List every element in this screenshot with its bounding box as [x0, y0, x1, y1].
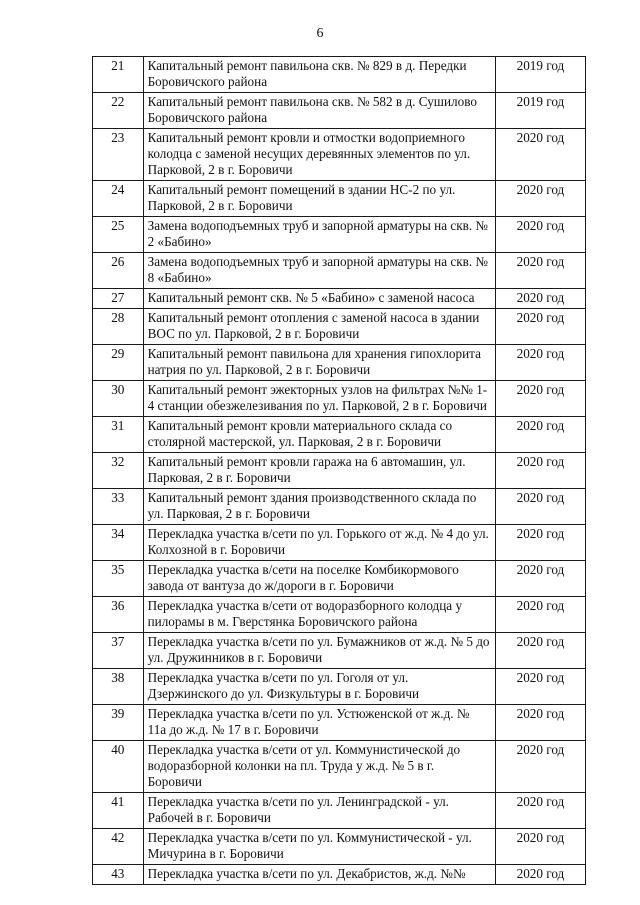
table-row	[93, 597, 586, 633]
row-number-cell: 21	[93, 57, 144, 93]
row-number-cell: 25	[93, 217, 144, 253]
work-year-cell: 2020 год	[495, 345, 585, 381]
row-number-cell: 32	[93, 453, 144, 489]
table-row	[93, 489, 586, 525]
row-number-cell: 23	[93, 129, 144, 181]
table-row	[93, 561, 586, 597]
work-year-cell: 2020 год	[495, 381, 585, 417]
work-description-cell: Капитальный ремонт павильона для хранения гипохлорита натрия по ул. Парковой, 2 в г. Боровичи	[143, 345, 495, 381]
work-year-cell: 2020 год	[495, 453, 585, 489]
table-row	[93, 129, 586, 181]
work-description-cell: Перекладка участка в/сети по ул. Гоголя от ул. Дзержинского до ул. Физкультуры в г. Боровичи	[143, 669, 495, 705]
work-year-cell: 2020 год	[495, 829, 585, 865]
table-row	[93, 93, 586, 129]
work-description-cell: Капитальный ремонт здания производственного склада по ул. Парковая, 2 в г. Боровичи	[143, 489, 495, 525]
work-description-cell: Замена водоподъемных труб и запорной арматуры на скв. № 2 «Бабино»	[143, 217, 495, 253]
work-year-cell: 2020 год	[495, 417, 585, 453]
row-number-cell: 27	[93, 289, 144, 309]
table-row	[93, 793, 586, 829]
table-row	[93, 453, 586, 489]
row-number-cell: 36	[93, 597, 144, 633]
work-description-cell: Перекладка участка в/сети от ул. Коммунистической до водоразборной колонки на пл. Труда у ж.д. № 5 в г. Боровичи	[143, 741, 495, 793]
table-row	[93, 57, 586, 93]
row-number-cell: 24	[93, 181, 144, 217]
table-row	[93, 253, 586, 289]
table-row	[93, 705, 586, 741]
table-row	[93, 829, 586, 865]
row-number-cell: 38	[93, 669, 144, 705]
table-row	[93, 345, 586, 381]
work-description-cell: Капитальный ремонт кровли материального склада со столярной мастерской, ул. Парковая, 2 в г. Боровичи	[143, 417, 495, 453]
table-row	[93, 289, 586, 309]
row-number-cell: 39	[93, 705, 144, 741]
work-year-cell: 2020 год	[495, 633, 585, 669]
work-description-cell: Перекладка участка в/сети по ул. Горького от ж.д. № 4 до ул. Колхозной в г. Боровичи	[143, 525, 495, 561]
work-description-cell: Перекладка участка в/сети по ул. Бумажников от ж.д. № 5 до ул. Дружинников в г. Боровичи	[143, 633, 495, 669]
row-number-cell: 43	[93, 865, 144, 885]
work-year-cell: 2020 год	[495, 793, 585, 829]
work-description-cell: Капитальный ремонт помещений в здании НС-2 по ул. Парковой, 2 в г. Боровичи	[143, 181, 495, 217]
work-description-cell: Капитальный ремонт эжекторных узлов на фильтрах №№ 1-4 станции обезжелезивания по ул. Парковой, 2 в г. Боровичи	[143, 381, 495, 417]
row-number-cell: 35	[93, 561, 144, 597]
table-row	[93, 381, 586, 417]
row-number-cell: 22	[93, 93, 144, 129]
row-number-cell: 37	[93, 633, 144, 669]
table-row	[93, 741, 586, 793]
work-year-cell: 2020 год	[495, 561, 585, 597]
work-description-cell: Капитальный ремонт скв. № 5 «Бабино» с заменой насоса	[143, 289, 495, 309]
row-number-cell: 29	[93, 345, 144, 381]
row-number-cell: 30	[93, 381, 144, 417]
work-description-cell: Перекладка участка в/сети на поселке Комбикормового завода от вантуза до ж/дороги в г. Боровичи	[143, 561, 495, 597]
row-number-cell: 34	[93, 525, 144, 561]
row-number-cell: 40	[93, 741, 144, 793]
row-number-cell: 41	[93, 793, 144, 829]
table-row	[93, 309, 586, 345]
works-table-body	[93, 57, 586, 885]
work-year-cell: 2020 год	[495, 289, 585, 309]
work-year-cell: 2020 год	[495, 865, 585, 885]
table-row	[93, 525, 586, 561]
work-year-cell: 2020 год	[495, 129, 585, 181]
work-description-cell: Капитальный ремонт кровли и отмостки водоприемного колодца с заменой несущих деревянных элементов по ул. Парковой, 2 в г. Боровичи	[143, 129, 495, 181]
work-description-cell: Капитальный ремонт павильона скв. № 582 в д. Сушилово Боровичского района	[143, 93, 495, 129]
table-row	[93, 217, 586, 253]
work-description-cell: Перекладка участка в/сети по ул. Коммунистической - ул. Мичурина в г. Боровичи	[143, 829, 495, 865]
page-number: 6	[316, 26, 324, 41]
table-row	[93, 181, 586, 217]
work-description-cell: Перекладка участка в/сети по ул. Декабристов, ж.д. №№	[143, 865, 495, 885]
row-number-cell: 28	[93, 309, 144, 345]
row-number-cell: 31	[93, 417, 144, 453]
table-row	[93, 633, 586, 669]
work-description-cell: Перекладка участка в/сети от водоразборного колодца у пилорамы в м. Гверстянка Боровичского района	[143, 597, 495, 633]
work-description-cell: Капитальный ремонт отопления с заменой насоса в здании ВОС по ул. Парковой, 2 в г. Боровичи	[143, 309, 495, 345]
work-year-cell: 2020 год	[495, 741, 585, 793]
row-number-cell: 33	[93, 489, 144, 525]
work-year-cell: 2020 год	[495, 705, 585, 741]
works-table	[92, 56, 586, 885]
work-description-cell: Капитальный ремонт кровли гаража на 6 автомашин, ул. Парковая, 2 в г. Боровичи	[143, 453, 495, 489]
work-year-cell: 2020 год	[495, 181, 585, 217]
table-row	[93, 669, 586, 705]
work-description-cell: Капитальный ремонт павильона скв. № 829 в д. Передки Боровичского района	[143, 57, 495, 93]
work-year-cell: 2020 год	[495, 489, 585, 525]
work-year-cell: 2019 год	[495, 93, 585, 129]
work-description-cell: Перекладка участка в/сети по ул. Устюженской от ж.д. № 11а до ж.д. № 17 в г. Боровичи	[143, 705, 495, 741]
work-year-cell: 2020 год	[495, 253, 585, 289]
work-year-cell: 2020 год	[495, 669, 585, 705]
work-description-cell: Перекладка участка в/сети по ул. Ленинградской - ул. Рабочей в г. Боровичи	[143, 793, 495, 829]
work-description-cell: Замена водоподъемных труб и запорной арматуры на скв. № 8 «Бабино»	[143, 253, 495, 289]
row-number-cell: 26	[93, 253, 144, 289]
work-year-cell: 2020 год	[495, 217, 585, 253]
row-number-cell: 42	[93, 829, 144, 865]
table-row	[93, 865, 586, 885]
work-year-cell: 2020 год	[495, 597, 585, 633]
work-year-cell: 2020 год	[495, 525, 585, 561]
work-year-cell: 2019 год	[495, 57, 585, 93]
table-row	[93, 417, 586, 453]
work-year-cell: 2020 год	[495, 309, 585, 345]
